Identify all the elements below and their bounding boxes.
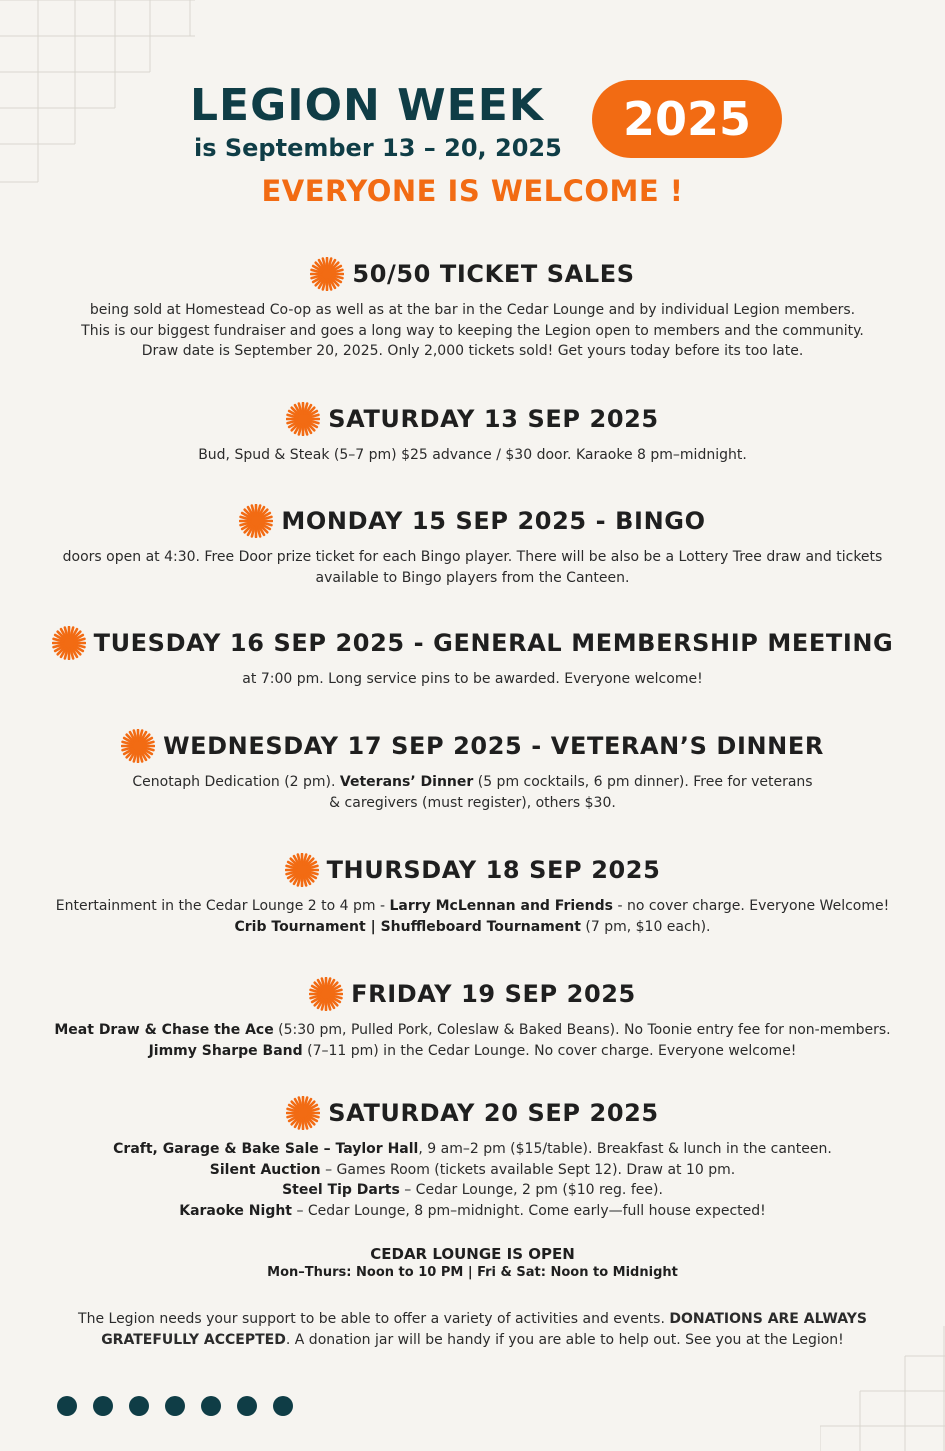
highlight-text: Larry McLennan and Friends [389,898,613,914]
highlight-text: Craft, Garage & Bake Sale – Taylor Hall [113,1141,419,1157]
section-ticket-sales [0,254,945,362]
body-text: available to Bingo players from the Canteen. [315,569,630,586]
section-heading-text: FRIDAY 19 SEP 2025 [351,980,636,1008]
section-body [0,1020,945,1061]
text-line [0,1201,945,1222]
body-text: This is our biggest fundraiser and goes a long way to keeping the Legion open to members and the community. [81,322,864,339]
section-saturday-13 [0,399,945,466]
sunburst-icon [239,504,273,538]
section-body [0,300,945,362]
text-line [0,1160,945,1181]
welcome-banner: EVERYONE IS WELCOME ! [261,174,684,208]
section-friday-19 [0,974,945,1061]
text-line [0,445,945,466]
text-line [0,568,945,589]
sunburst-icon [286,402,320,436]
text-line [0,1180,945,1201]
section-tuesday-16 [0,623,945,690]
dot [201,1396,221,1416]
body-text: at 7:00 pm. Long service pins to be awarded. Everyone welcome! [242,671,703,687]
section-heading-text: THURSDAY 18 SEP 2025 [326,856,661,884]
section-body [0,896,945,937]
dot [129,1396,149,1416]
highlight-text: Jimmy Sharpe Band [148,1042,303,1059]
body-text: (7 pm, $10 each). [580,918,711,935]
year-badge: 2025 [592,80,782,158]
donation-note [0,1309,945,1350]
body-text: (5 pm cocktails, 6 pm dinner). Free for veterans [473,774,813,790]
text-line [0,772,945,793]
section-body [0,445,945,466]
dot [165,1396,185,1416]
section-heading [0,1093,945,1133]
lounge-hours-box [0,1245,945,1280]
dot [57,1396,77,1416]
section-heading [0,501,945,541]
highlight-text: Karaoke Night [179,1202,292,1219]
section-body [0,669,945,690]
section-heading [0,726,945,766]
text-line [0,1020,945,1041]
text-line [0,793,945,814]
sunburst-icon [285,853,319,887]
sunburst-icon [310,257,344,291]
section-heading-text: TUESDAY 16 SEP 2025 - GENERAL MEMBERSHIP MEETING [93,629,894,657]
body-text: . A donation jar will be handy if you are able to help out. See you at the Legion! [285,1331,844,1348]
section-heading [0,850,945,890]
highlight-text: Crib Tournament | Shuffleboard Tournament [234,918,581,935]
section-heading-text: 50/50 TICKET SALES [352,260,635,288]
highlight-text: GRATEFULLY ACCEPTED [101,1331,286,1348]
body-text: – Cedar Lounge, 2 pm ($10 reg. fee). [399,1182,663,1198]
text-line [0,1330,945,1351]
section-monday-15 [0,501,945,588]
body-text: Cenotaph Dedication (2 pm). [132,774,340,790]
section-heading [0,974,945,1014]
event-dates: is September 13 – 20, 2025 [194,134,562,162]
page-title: LEGION WEEK [190,80,544,131]
dot [237,1396,257,1416]
section-body [0,772,945,813]
body-text: (7–11 pm) in the Cedar Lounge. No cover charge. Everyone welcome! [302,1042,797,1059]
body-text: – Cedar Lounge, 8 pm–midnight. Come early—full house expected! [292,1202,766,1219]
sunburst-icon [52,626,86,660]
section-wednesday-17 [0,726,945,813]
body-text: & caregivers (must register), others $30. [329,794,616,811]
highlight-text: Silent Auction [209,1161,321,1178]
body-text: - no cover charge. Everyone Welcome! [613,898,890,914]
text-line [0,300,945,321]
dot [273,1396,293,1416]
section-heading [0,254,945,294]
body-text: doors open at 4:30. Free Door prize ticket for each Bingo player. There will be also be a Lottery Tree draw and tickets [62,549,883,565]
section-heading-text: SATURDAY 13 SEP 2025 [328,405,659,433]
body-text: Draw date is September 20, 2025. Only 2,000 tickets sold! Get yours today before its too late. [141,343,804,359]
section-body [0,1139,945,1221]
section-body [0,547,945,588]
body-text: – Games Room (tickets available Sept 12). Draw at 10 pm. [320,1161,736,1178]
section-heading-text: WEDNESDAY 17 SEP 2025 - VETERAN’S DINNER [163,732,824,760]
highlight-text: Meat Draw & Chase the Ace [54,1022,274,1038]
text-line [0,1309,945,1330]
highlight-text: Steel Tip Darts [282,1182,400,1198]
dot [93,1396,113,1416]
section-heading-text: SATURDAY 20 SEP 2025 [328,1099,659,1127]
body-text: being sold at Homestead Co-op as well as at the bar in the Cedar Lounge and by individual Legion members. [89,302,856,318]
decorative-dots [57,1396,293,1416]
section-saturday-20 [0,1093,945,1221]
highlight-text: DONATIONS ARE ALWAYS [669,1311,867,1327]
event-header [0,78,945,218]
text-line [0,669,945,690]
text-line [0,1139,945,1160]
sunburst-icon [309,977,343,1011]
body-text: Entertainment in the Cedar Lounge 2 to 4 pm - [55,898,390,914]
text-line [0,547,945,568]
section-thursday-18 [0,850,945,937]
text-line [0,917,945,938]
text-line [0,896,945,917]
body-text: The Legion needs your support to be able to offer a variety of activities and events. [78,1311,670,1327]
section-heading-text: MONDAY 15 SEP 2025 - BINGO [281,507,706,535]
text-line [0,321,945,342]
lounge-title: CEDAR LOUNGE IS OPEN [370,1245,575,1263]
sunburst-icon [121,729,155,763]
body-text: Bud, Spud & Steak (5–7 pm) $25 advance / $30 door. Karaoke 8 pm–midnight. [198,447,747,463]
lounge-hours: Mon–Thurs: Noon to 10 PM | Fri & Sat: Noon to Midnight [267,1265,678,1280]
body-text: , 9 am–2 pm ($15/table). Breakfast & lunch in the canteen. [418,1141,832,1157]
section-heading [0,623,945,663]
text-line [0,341,945,362]
highlight-text: Veterans’ Dinner [339,774,474,790]
section-heading [0,399,945,439]
body-text: (5:30 pm, Pulled Pork, Coleslaw & Baked Beans). No Toonie entry fee for non-members. [273,1022,891,1038]
sunburst-icon [286,1096,320,1130]
text-line [0,1041,945,1062]
